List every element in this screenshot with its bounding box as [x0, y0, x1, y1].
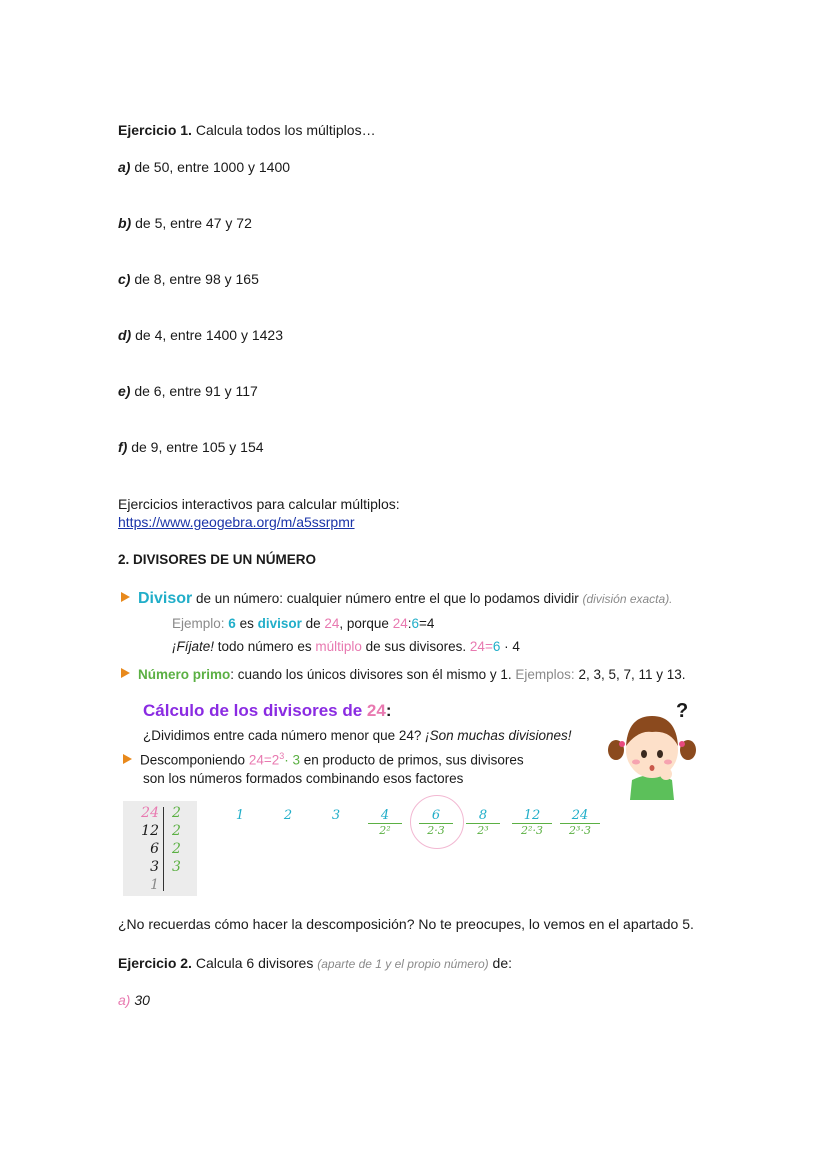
- divisor-1: 1: [235, 808, 245, 823]
- divisor-6: [419, 808, 453, 837]
- ex2-note: (aparte de 1 y el propio número): [317, 957, 489, 971]
- ex1-item-d: [118, 327, 283, 343]
- num: 24: [469, 639, 485, 654]
- divisor-note: (división exacta).: [582, 592, 673, 606]
- factorization-table: [123, 801, 197, 896]
- txt: :: [385, 701, 392, 720]
- txt: =4: [419, 616, 435, 631]
- txt: =: [484, 639, 493, 654]
- calc-line2: [123, 751, 524, 768]
- ex1-heading: [118, 122, 376, 138]
- ex1-item-a: [118, 159, 290, 175]
- item-text: de 5, entre 47 y 72: [131, 215, 252, 231]
- num: 6: [492, 639, 501, 654]
- bullet-icon: [121, 592, 130, 602]
- divisor-12: [512, 808, 552, 837]
- calc-line3: son los números formados combinando esos factores: [143, 771, 464, 786]
- txt: todo número es: [214, 639, 316, 654]
- divisor-factors: 2·3: [427, 824, 445, 837]
- txt: Ejemplos:: [515, 667, 575, 682]
- divisor-2: 2: [283, 808, 293, 823]
- item-label: a): [118, 159, 131, 175]
- txt: divisor: [257, 616, 302, 631]
- divisor-value: 12: [512, 808, 552, 824]
- txt: :: [407, 616, 412, 631]
- divisor-term: Divisor: [138, 590, 193, 607]
- item-label: a): [118, 992, 131, 1008]
- txt: de sus divisores.: [361, 639, 470, 654]
- txt: múltiplo: [315, 639, 362, 654]
- txt: es: [235, 616, 258, 631]
- divisor-example: [172, 616, 434, 631]
- bullet-icon: [123, 754, 132, 764]
- factor-left: 12: [141, 823, 159, 839]
- ex1-item-e: [118, 383, 258, 399]
- txt: en producto de primos, sus divisores: [300, 752, 524, 768]
- item-text: de 50, entre 1000 y 1400: [130, 159, 291, 175]
- divisor-factors: 2²·3: [521, 824, 543, 837]
- primo-term: Número primo: [138, 667, 231, 682]
- txt: · 3: [284, 752, 301, 768]
- ex2-item-a: [118, 992, 150, 1008]
- txt: , porque: [339, 616, 393, 631]
- txt: Cálculo de los divisores de: [143, 701, 367, 720]
- divisor-8: [466, 808, 500, 837]
- ex2-title: Ejercicio 2.: [118, 955, 192, 971]
- item-label: b): [118, 215, 132, 231]
- num: 6: [228, 616, 236, 631]
- txt: ¡Fíjate!: [172, 639, 215, 654]
- reminder-text: ¿No recuerdas cómo hacer la descomposición? No te preocupes, lo vemos en el apartado 5.: [118, 916, 694, 932]
- divisor-value: 24: [560, 808, 600, 824]
- txt: de:: [488, 955, 513, 971]
- geogebra-link[interactable]: https://www.geogebra.org/m/a5ssrpmr: [118, 514, 355, 530]
- txt: Calcula 6 divisores: [191, 955, 318, 971]
- calc-title: [143, 701, 392, 721]
- item-label: c): [118, 271, 131, 287]
- divider: [163, 807, 164, 891]
- divisor-factors: 2²: [379, 824, 391, 837]
- item-label: f): [118, 439, 128, 455]
- item-label: d): [118, 327, 132, 343]
- factor-left: 6: [150, 841, 159, 857]
- ex1-item-b: [118, 215, 252, 231]
- item-text: de 6, entre 91 y 117: [130, 383, 258, 399]
- txt: : cuando los únicos divisores son él mismo y 1.: [230, 667, 516, 682]
- num: 24: [392, 616, 408, 631]
- item-label: e): [118, 383, 131, 399]
- divisor-definition: [121, 590, 673, 608]
- question-mark-icon: ?: [676, 700, 689, 722]
- divisor-factors: 2³·3: [569, 824, 591, 837]
- ex2-heading: [118, 955, 512, 971]
- divisor-def: de un número: cualquier número entre el que lo podamos dividir: [192, 591, 583, 606]
- txt: ¿Dividimos entre cada número menor que 24?: [143, 728, 426, 743]
- divisor-value: 4: [368, 808, 402, 824]
- factor-left: 24: [141, 805, 159, 821]
- divisor-factors: 2³: [477, 824, 489, 837]
- num: 6: [411, 616, 420, 631]
- item-text: 30: [130, 992, 150, 1008]
- example-label: Ejemplo:: [172, 616, 225, 631]
- factor-right: 2: [172, 823, 181, 839]
- txt: 24=2: [248, 752, 280, 768]
- fijate-line: [172, 639, 520, 654]
- section-title: 2. DIVISORES DE UN NÚMERO: [118, 552, 317, 567]
- ex1-text: Calcula todos los múltiplos…: [191, 122, 376, 138]
- divisor-4: [368, 808, 402, 837]
- item-text: de 8, entre 98 y 165: [130, 271, 259, 287]
- txt: 2, 3, 5, 7, 11 y 13.: [574, 667, 686, 682]
- factor-right: 2: [172, 805, 181, 821]
- factor-left: 3: [150, 859, 159, 875]
- txt: ¡Son muchas divisiones!: [425, 728, 572, 743]
- txt: 3: [279, 751, 285, 761]
- ex1-item-c: [118, 271, 259, 287]
- factor-left: 1: [150, 877, 159, 893]
- num: 24: [324, 616, 340, 631]
- factor-right: 2: [172, 841, 181, 857]
- divisor-value: 6: [419, 808, 453, 824]
- ex1-item-f: [118, 439, 264, 455]
- factor-right: 3: [172, 859, 181, 875]
- calc-line1: [143, 728, 571, 743]
- txt: Descomponiendo: [140, 752, 249, 768]
- item-text: de 4, entre 1400 y 1423: [131, 327, 284, 343]
- item-text: de 9, entre 105 y 154: [127, 439, 264, 455]
- num: 24: [366, 701, 386, 720]
- divisor-3: 3: [331, 808, 341, 823]
- txt: · 4: [500, 639, 520, 654]
- divisor-24: [560, 808, 600, 837]
- interactive-text: Ejercicios interactivos para calcular múltiplos:: [118, 496, 400, 512]
- txt: de: [301, 616, 325, 631]
- ex1-title: Ejercicio 1.: [118, 122, 192, 138]
- primo-definition: [121, 667, 686, 682]
- bullet-icon: [121, 668, 130, 678]
- divisor-value: 8: [466, 808, 500, 824]
